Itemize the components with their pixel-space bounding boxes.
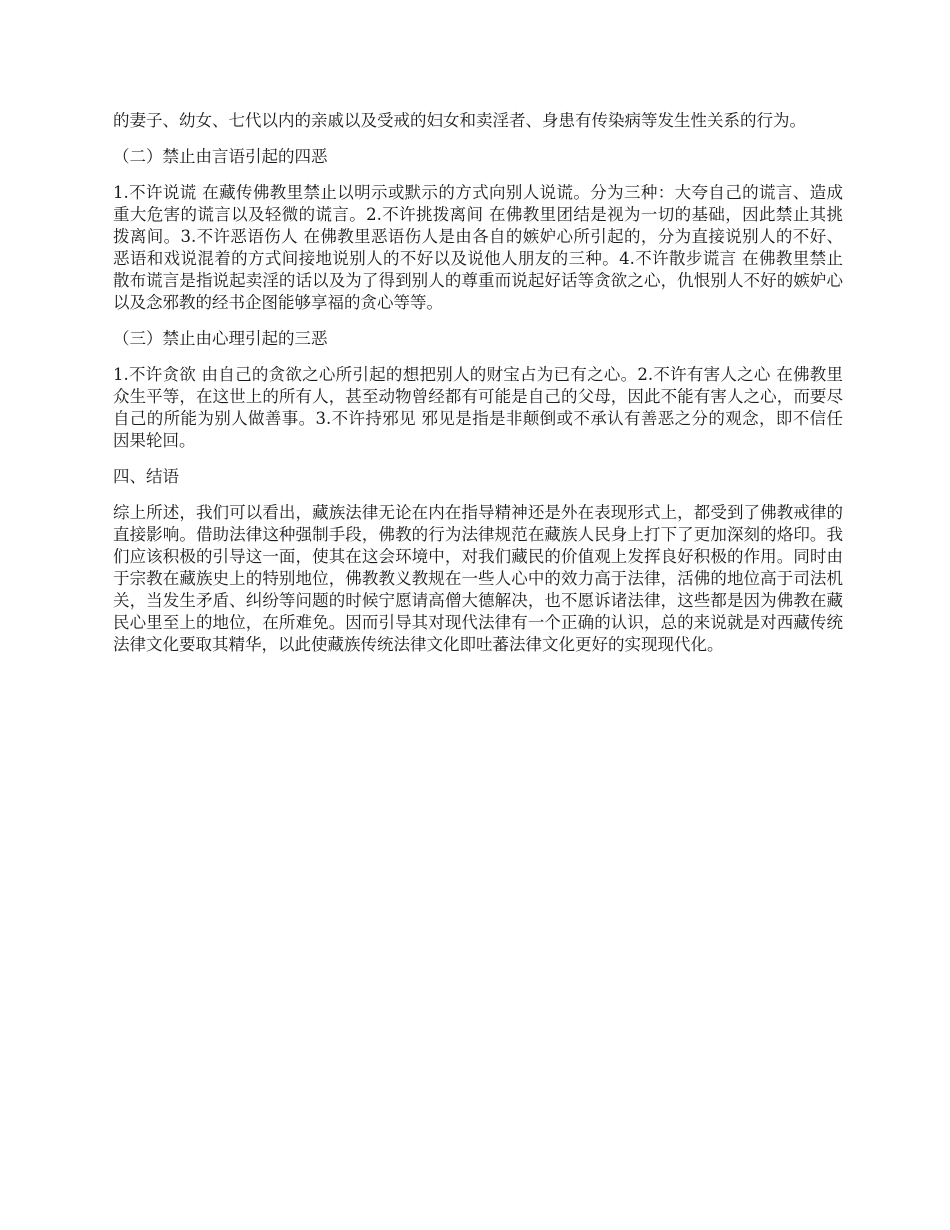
paragraph-continued: 的妻子、幼女、七代以内的亲戚以及受戒的妇女和卖淫者、身患有传染病等发生性关系的行为。 <box>113 111 806 130</box>
paragraph-conclusion: 综上所述，我们可以看出，藏族法律无论在内在指导精神还是外在表现形式上，都受到了佛教戒律的直接影响。借助法律这种强制手段，佛教的行为法律规范在藏族人民身上打下了更加深刻的烙印。我们应该积极的引导这一面，使其在这会环境中，对我们藏民的价值观上发挥良好积极的作用。同时由于宗教在藏族史上的特别地位，佛教教义教规在一些人心中的效力高于法律，活佛的地位高于司法机关，当发生矛盾、纠纷等问题的时候宁愿请高僧大德解决，也不愿诉诸法律，这些都是因为佛教在藏民心里至上的地位，在所难免。因而引导其对现代法律有一个正确的认识，总的来说就是对西藏传统法律文化要取其精华，以此使藏族传统法律文化即吐蕃法律文化更好的实现现代化。 <box>113 503 843 654</box>
section-heading-conclusion: 四、结语 <box>113 467 179 486</box>
paragraph-speech-evils: 1.不许说谎 在藏传佛教里禁止以明示或默示的方式向别人说谎。分为三种：大夸自己的谎言、造成重大危害的谎言以及轻微的谎言。2.不许挑拨离间 在佛教里团结是视为一切的基础，因此禁止其挑拨离间。3.不许恶语伤人 在佛教里恶语伤人是由各自的嫉妒心所引起的，分为直接说别人的不好、恶语和戏说混着的方式间接地说别人的不好以及说他人朋友的三种。4.不许散步谎言 在佛教里禁止散布谎言是指说起卖淫的话以及为了得到别人的尊重而说起好话等贪欲之心，仇恨别人不好的嫉妒心以及念邪教的经书企图能够享福的贪心等等。 <box>113 183 843 312</box>
section-heading-speech-evils: （二）禁止由言语引起的四恶 <box>113 147 328 166</box>
document-page <box>113 110 843 670</box>
section-heading-mind-evils: （三）禁止由心理引起的三恶 <box>113 329 328 348</box>
paragraph-mind-evils: 1.不许贪欲 由自己的贪欲之心所引起的想把别人的财宝占为已有之心。2.不许有害人之心 在佛教里众生平等，在这世上的所有人，甚至动物曾经都有可能是自己的父母，因此不能有害人之心，而要尽自己的所能为别人做善事。3.不许持邪见 邪见是指是非颠倒或不承认有善恶之分的观念，即不信任因果轮回。 <box>113 365 843 450</box>
